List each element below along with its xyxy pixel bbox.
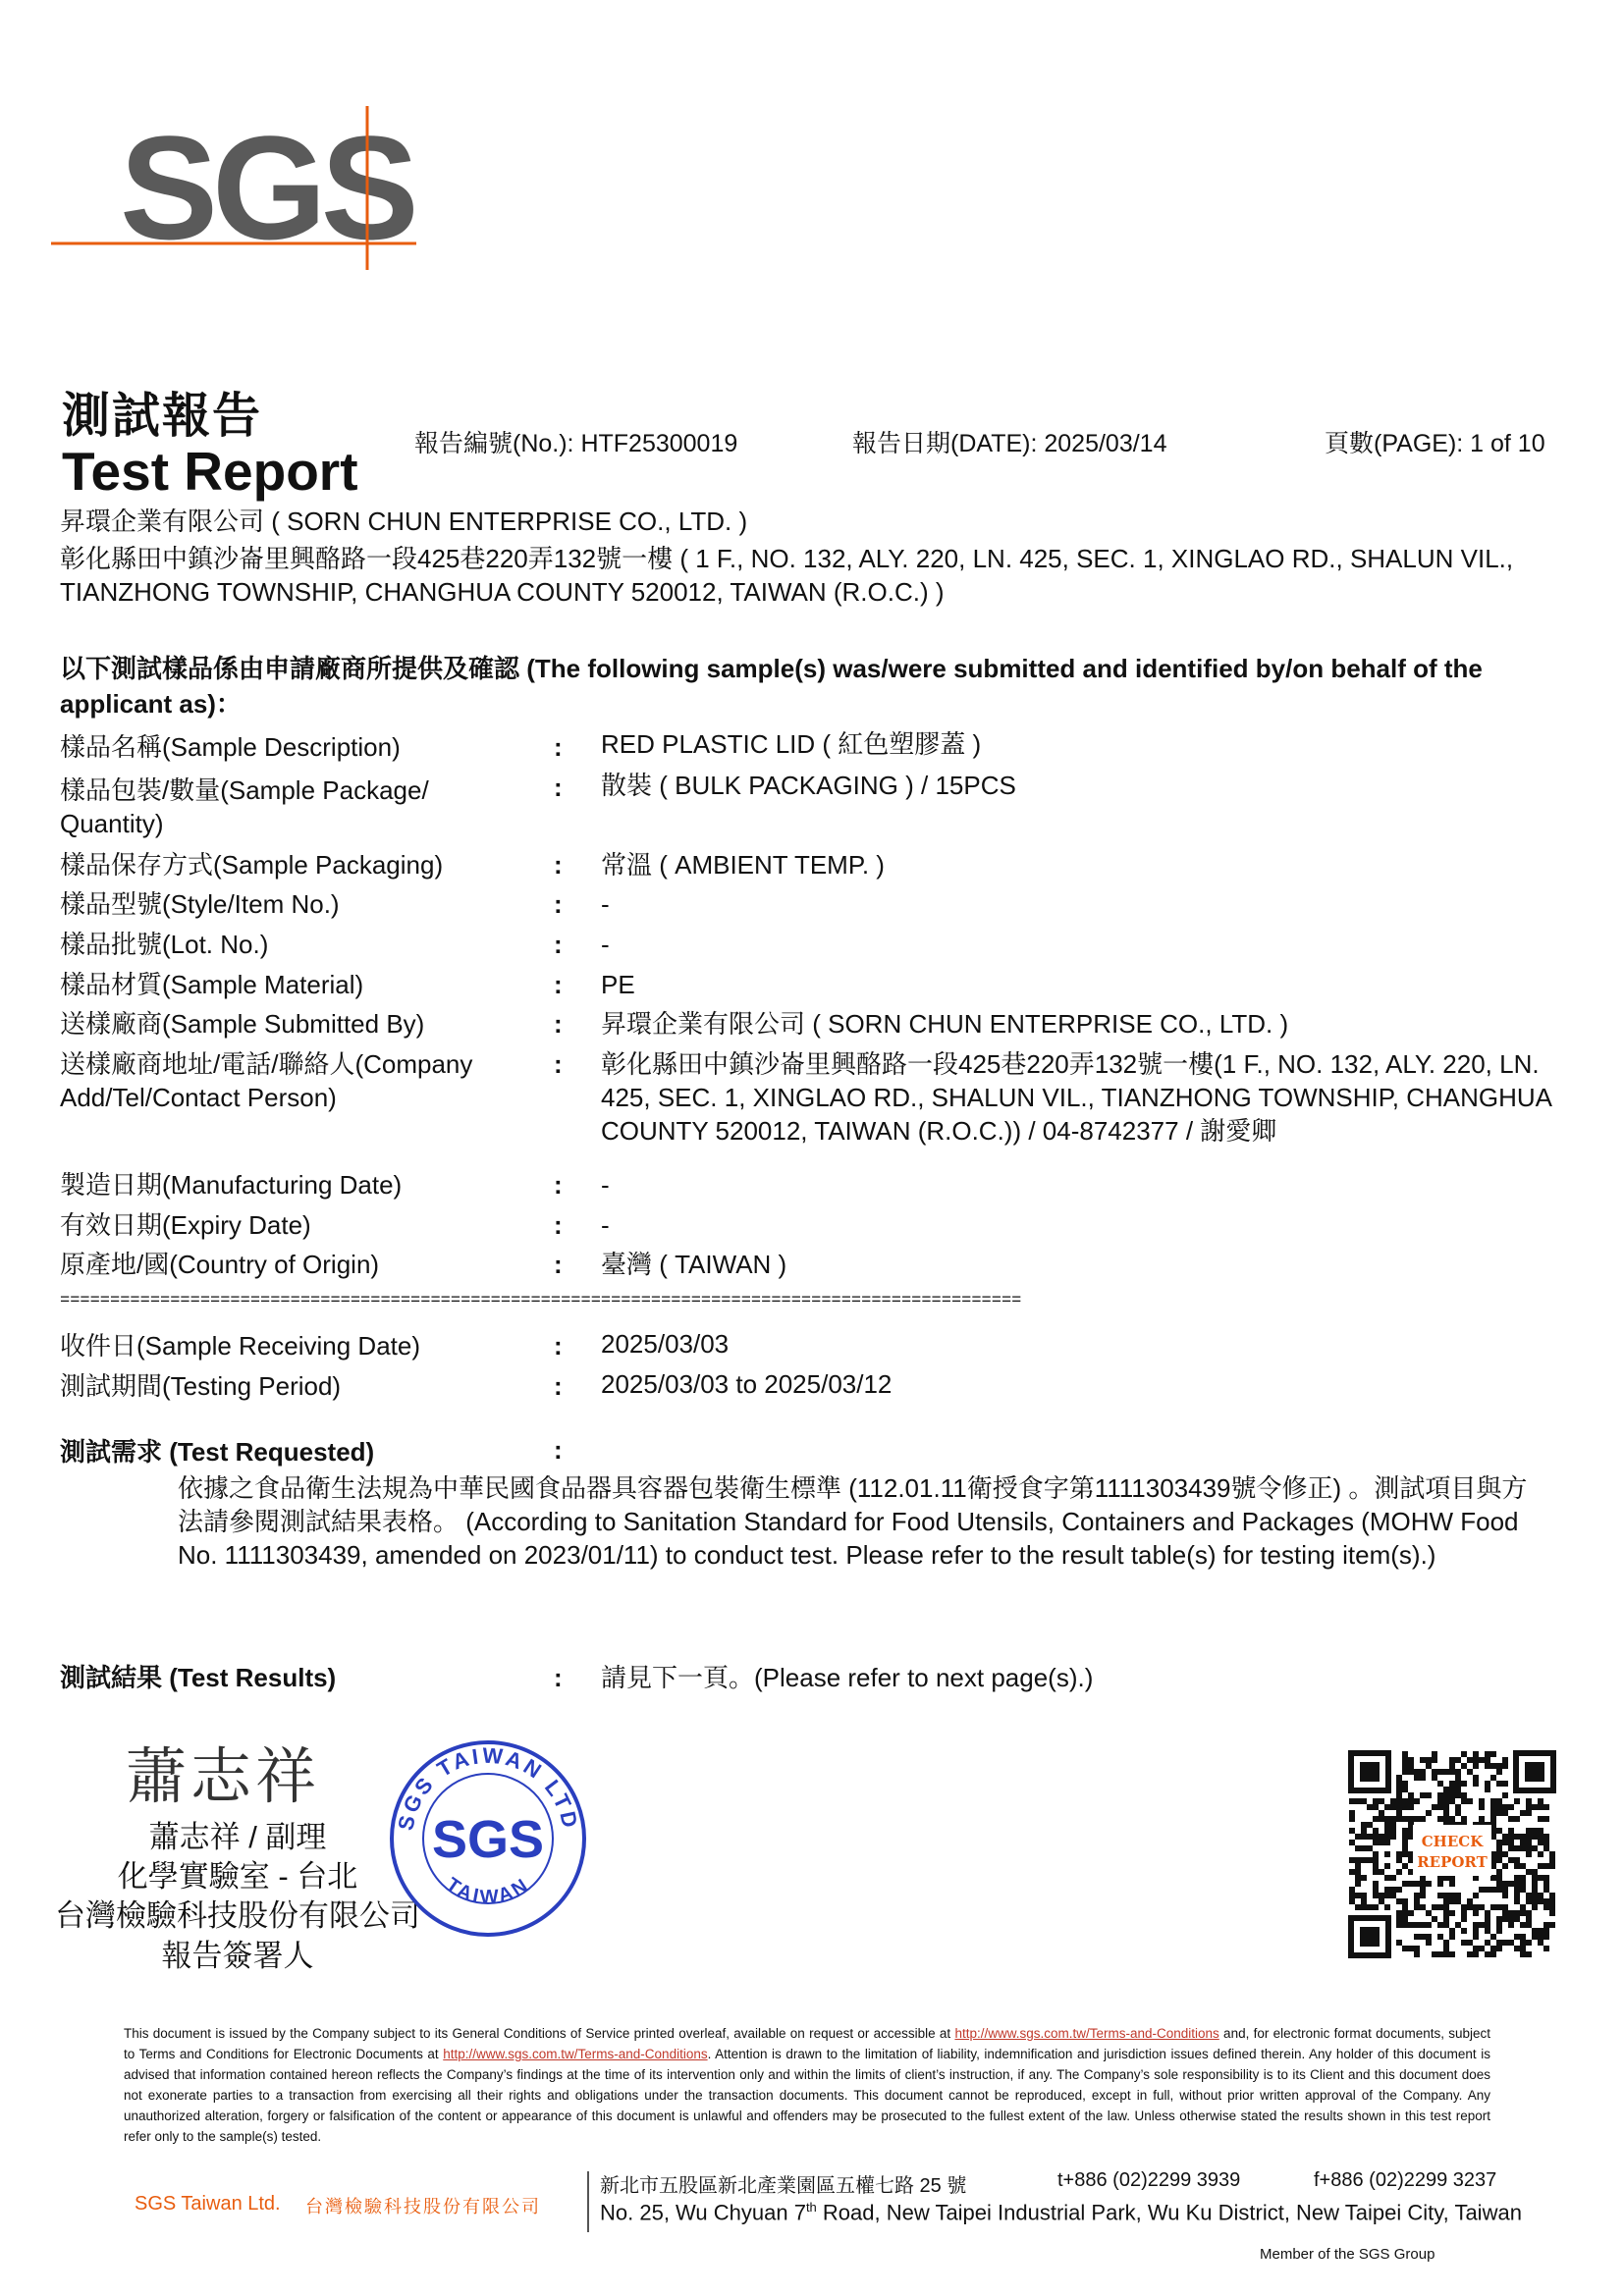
test-results-title: 測試結果 (Test Results) [60,1663,337,1692]
footer-address-en-sup: th [805,2200,817,2215]
field-colon: : [554,773,563,802]
field-colon: : [554,930,563,959]
field-label-country-of-origin: 原產地/國(Country of Origin) [60,1250,380,1279]
report-date: 報告日期(DATE): 2025/03/14 [852,430,1167,457]
field-value-sample-packaging: 常溫 ( AMBIENT TEMP. ) [601,850,885,880]
sgs-seal-stamp [385,1735,591,1942]
footer-address-en-part2: Road, New Taipei Industrial Park, Wu Ku District, New Taipei City, Taiwan [816,2200,1522,2225]
footer-divider [587,2171,589,2232]
field-colon: : [554,1009,563,1039]
terms-link-1[interactable]: http://www.sgs.com.tw/Terms-and-Conditions [954,2026,1219,2041]
footer-company-en: SGS Taiwan Ltd. [135,2193,281,2215]
report-title-zh: 測試報告 [62,390,263,443]
field-value-receiving-date: 2025/03/03 [601,1329,730,1359]
sgs-logo-text: SGS [120,105,413,270]
svg-text:TAIWAN [442,1874,534,1908]
field-value-expiry-date: - [601,1210,610,1240]
applicant-address: 彰化縣田中鎮沙崙里興酪路一段425巷220弄132號一樓 ( 1 F., NO. 132, ALY. 220, LN. 425, SEC. 1, XINGLAO RD., SHALUN VIL., TIANZHONG TOWNSHIP, CHANGHUA COUNTY 520012, TAIWAN (R.O.C.) ) [60,544,1514,607]
stamp-center-text: SGS [431,1810,545,1869]
test-results-value: 請見下一頁。(Please refer to next page(s).) [601,1663,1094,1692]
field-label-submitted-by: 送樣廠商(Sample Submitted By) [60,1009,425,1039]
qr-overlay-check: CHECK [1421,1833,1484,1850]
applicant-name: 昇環企業有限公司 ( SORN CHUN ENTERPRISE CO., LTD. ) [60,507,748,536]
terms-link-2[interactable]: http://www.sgs.com.tw/Terms-and-Conditions [443,2047,708,2061]
field-colon: : [554,1250,563,1279]
field-colon: : [554,1331,563,1361]
field-value-sample-package: 散裝 ( BULK PACKAGING ) / 15PCS [601,771,1016,800]
test-requested-title: 測試需求 (Test Requested) [60,1437,375,1467]
separator-line: ================================================================================================ [60,1292,1022,1310]
field-value-company-contact: 彰化縣田中鎮沙崙里興酪路一段425巷220弄132號一樓(1 F., NO. 132, ALY. 220, LN. 425, SEC. 1, XINGLAO RD., SHALUN VIL., TIANZHONG TOWNSHIP, CHANGHUA COUNTY 520012, TAIWAN (R.O.C.)) / 04-8742377 / 謝愛卿 [601,1049,1551,1146]
field-label-testing-period: 測試期間(Testing Period) [60,1371,342,1401]
field-colon: : [554,1049,563,1079]
signer-company: 台灣檢驗科技股份有限公司 [55,1898,420,1933]
field-value-sample-description: RED PLASTIC LID ( 紅色塑膠蓋 ) [601,729,982,759]
disclaimer-text-3: . Attention is drawn to the limitation of liability, indemnification and jurisdiction issues defined therein. Any holder of this document is advised that information contained hereon reflects the Company’s findings at the time of its intervention only and within the limits of client’s instruction, if any. The Company’s sole responsibility is to its Client and this document does not exonerate parties to a transaction from exercising all their rights and obligations under the transaction documents. This document cannot be reproduced, except in full, without prior written approval of the Company. Any unauthorized alteration, forgery or falsification of the content or appearance of this document is unlawful and offenders may be prosecuted to the fullest extent of the law. Unless otherwise stated the results shown in this test report refer only to the sample(s) tested. [124,2047,1490,2144]
signer-lab: 化學實驗室 - 台北 [117,1859,358,1894]
signer-role: 報告簽署人 [161,1939,314,1973]
stamp-top-text: SGS TAIWAN LTD [393,1742,583,1833]
disclaimer-text-2: and, for electronic format documents, subject to Terms and Conditions for Electronic Documents at [124,2026,1490,2061]
field-colon: : [554,1170,563,1200]
field-value-country-of-origin: 臺灣 ( TAIWAN ) [601,1250,787,1279]
field-colon: : [554,1371,563,1401]
footer-fax: f+886 (02)2299 3237 [1314,2169,1497,2191]
field-value-lot-no: - [601,930,610,959]
field-label-style-item-no: 樣品型號(Style/Item No.) [60,889,340,919]
field-colon: : [554,889,563,919]
handwritten-signature: 蕭志祥 [126,1740,321,1812]
field-label-sample-package: 樣品包裝/數量(Sample Package/ Quantity) [60,775,429,838]
field-label-company-contact: 送樣廠商地址/電話/聯絡人(Company Add/Tel/Contact Person) [60,1049,473,1112]
footer-member-note: Member of the SGS Group [1260,2246,1435,2263]
field-colon: : [554,850,563,880]
field-colon: : [554,1663,563,1692]
sgs-logo [51,98,416,275]
field-value-style-item-no: - [601,889,610,919]
disclaimer-text-1: This document is issued by the Company subject to its General Conditions of Service printed overleaf, available on request or accessible at [124,2026,955,2041]
page-number: 頁數(PAGE): 1 of 10 [1325,430,1545,457]
qr-overlay-report: REPORT [1417,1853,1488,1871]
field-label-receiving-date: 收件日(Sample Receiving Date) [60,1331,421,1361]
field-value-submitted-by: 昇環企業有限公司 ( SORN CHUN ENTERPRISE CO., LTD. ) [601,1009,1289,1039]
field-colon: : [554,1435,563,1465]
test-requested-body: 依據之食品衛生法規為中華民國食品器具容器包裝衛生標準 (112.01.11衛授食字第1111303439號令修正) 。測試項目與方法請參閱測試結果表格。 (According to Sanitation Standard for Food Utensils, Containers and Packages (MOHW Food No. 1111303439, amended on 2023/01/11) to conduct test. Please refer to the result table(s) for testing item(s).) [178,1473,1528,1570]
report-title-en: Test Report [62,441,358,502]
report-number: 報告編號(No.): HTF25300019 [414,430,738,457]
signer-name-title: 蕭志祥 / 副理 [148,1820,327,1854]
field-colon: : [554,732,563,762]
field-label-lot-no: 樣品批號(Lot. No.) [60,930,269,959]
qr-code-graphic [1348,1750,1556,1958]
check-report-qr-code[interactable] [1348,1750,1556,1958]
footer-address-zh: 新北市五股區新北產業園區五權七路 25 號 [600,2175,967,2197]
field-label-manufacturing-date: 製造日期(Manufacturing Date) [60,1170,403,1200]
field-colon: : [554,1210,563,1240]
field-value-sample-material: PE [601,970,635,999]
field-label-sample-packaging: 樣品保存方式(Sample Packaging) [60,850,444,880]
footer-address-en-part1: No. 25, Wu Chyuan 7 [600,2200,806,2225]
field-colon: : [554,970,563,999]
sample-intro-statement: 以下測試樣品係由申請廠商所提供及確認 (The following sample(s) was/were submitted and identified by/on behalf of the applicant as)： [60,654,1483,719]
legal-disclaimer [124,2023,1490,2147]
signature-block [51,1726,424,1971]
footer-address-en [600,2200,1522,2225]
field-value-testing-period: 2025/03/03 to 2025/03/12 [601,1369,893,1399]
field-label-sample-material: 樣品材質(Sample Material) [60,970,364,999]
field-label-expiry-date: 有效日期(Expiry Date) [60,1210,311,1240]
footer-telephone: t+886 (02)2299 3939 [1057,2169,1241,2191]
field-value-manufacturing-date: - [601,1170,610,1200]
footer-company-zh: 台灣檢驗科技股份有限公司 [305,2197,541,2216]
field-label-sample-description: 樣品名稱(Sample Description) [60,732,401,762]
stamp-bottom-text: TAIWAN [442,1873,534,1909]
